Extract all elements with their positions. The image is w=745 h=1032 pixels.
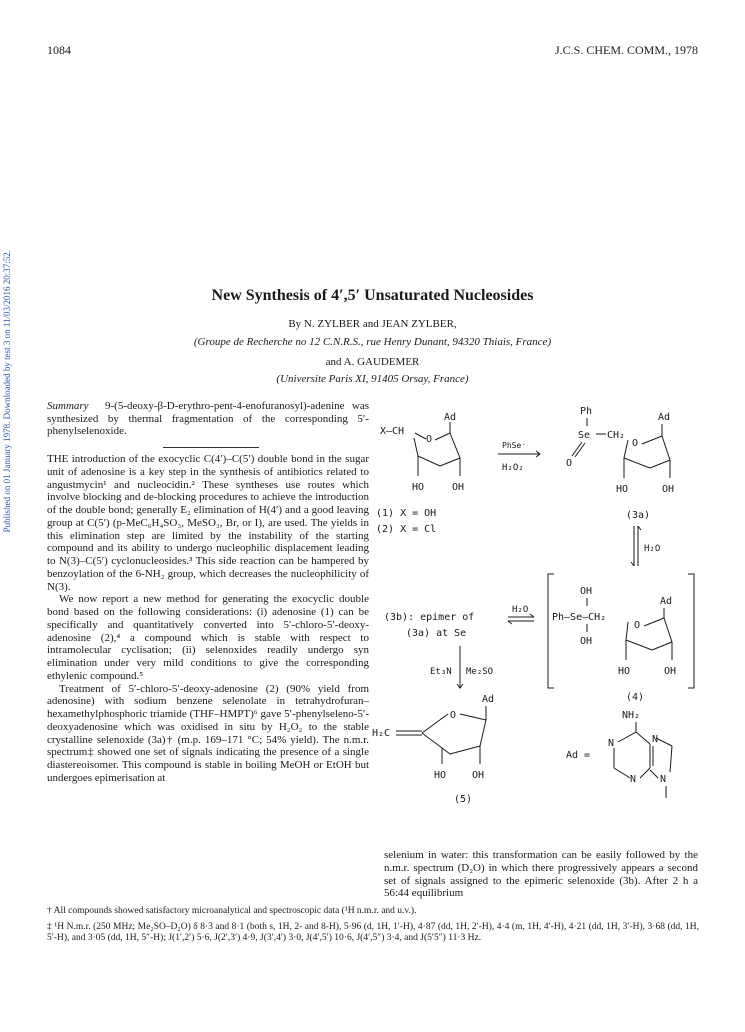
- ho-label-3a: HO: [616, 484, 629, 495]
- n7-label: N: [652, 734, 659, 745]
- arrow-to-3a: [498, 441, 540, 473]
- journal-header: J.C.S. CHEM. COMM., 1978: [554, 43, 698, 57]
- summary-label: Summary: [47, 400, 89, 412]
- ch2-label: CH₂: [607, 430, 626, 441]
- h2o2-reagent: H₂O₂: [502, 463, 524, 473]
- paragraph-treatment: Treatment of 5′-chloro-5′-deoxy-adenosine (2) (90% yield from adenosine) with sodium benzene selenolate in tetrahydrofuran–hexamethylphosphoric triamide (THF–HMPT)⁶ gave 5′-phenylseleno-5′-deoxyadenosine which was oxidised in situ by H₂O₂ to the stable crystalline selenoxide (3a)† (m.p. 169–171 °C; 54% yield). The n.m.r. spectrum‡ showed one set of signals indicating the presence of a single diastereoisomer. This compound is stable in boiling MeOH or EtOH but undergoes epimerisation at: [47, 682, 369, 784]
- oh-label-3a: OH: [662, 484, 675, 495]
- ho-label: HO: [412, 482, 425, 493]
- page-number: 1084: [47, 43, 71, 57]
- phse-reagent: PhSe⁻: [502, 441, 527, 450]
- selenoxide-oxygen: O: [566, 458, 573, 469]
- et3n-reagent: Et₃N: [430, 667, 452, 677]
- oh-bottom-4: OH: [580, 636, 593, 647]
- paragraph-method: We now report a new method for generating the exocyclic double bond based on the following considerations: (i) adenosine (1) can be specifically and quantitatively converted into 5′-chloro-5′-deoxy-adenosine (2),⁴ a compound which is stable with respect to intramolecular cyclisation; (ii) selenoxides readily undergo syn elimination under very mild conditions to give the corresponding ethylenic compound.⁵: [47, 593, 369, 682]
- ring-oxygen-4: O: [634, 620, 641, 631]
- ad-label-3a: Ad: [658, 412, 671, 423]
- compound-2-caption: (2) X = Cl: [376, 524, 437, 535]
- hydration-equilibrium: [631, 526, 660, 566]
- ring-oxygen-5: O: [450, 710, 457, 721]
- n9-label: N: [660, 774, 667, 785]
- compound-3a-caption: (3a): [626, 510, 651, 521]
- oh-top-4: OH: [580, 586, 593, 597]
- ad-label-4: Ad: [660, 596, 673, 607]
- h2c-label: H₂C: [372, 728, 391, 739]
- authors-line-1: By N. ZYLBER and JEAN ZYLBER,: [288, 318, 457, 330]
- ad-label-5: Ad: [482, 694, 495, 705]
- phse-ch2-4: Ph–Se–CH₂: [552, 612, 607, 623]
- footnote-nmr: ‡ ¹H N.m.r. (250 MHz; Me₂SO–D₂O) δ 8·3 and 8·1 (both s, 1H, 2- and 8-H), 5·96 (d, 1H, 1′-H), 4·87 (dd, 1H, 2′-H), 4·4 (m, 1H, 4′-H), 4·21 (dd, 1H, 3′-H), 3·68 (dd, 1H, 5′-H), and 3·05 (dd, 1H, 5″-H); J(1′,2′) 5·6, J(2′,3′) 4·9, J(3′,4′) 3·0, J(4′,5′) 10·6, J(4′,5″) 3·4, and J(5′5″) 11·3 Hz.: [47, 922, 699, 944]
- ho-label-5: HO: [434, 770, 447, 781]
- n1-label: N: [608, 738, 615, 749]
- me2so-reagent: Me₂SO: [466, 667, 494, 677]
- summary: [47, 400, 369, 438]
- summary-text: 9-(5-deoxy-β-D-erythro-pent-4-enofuranosyl)-adenine was synthesized by thermal fragmentation of the corresponding 5′-phenylselenoxide.: [47, 400, 369, 438]
- arrow-to-5: [430, 646, 493, 688]
- compound-1-caption: (1) X = OH: [376, 508, 437, 519]
- authors-line-2: and A. GAUDEMER: [325, 356, 420, 368]
- ph-label: Ph: [580, 406, 593, 417]
- epimer-3b-line2: (3a) at Se: [406, 628, 467, 639]
- ho-label-4: HO: [618, 666, 631, 677]
- right-column: selenium in water: this transformation can be easily followed by the n.m.r. spectrum (D₂O) in which there progressively appears a second set of signals assigned to the epimeric selenoxide (3b). After 2 h a 56:44 equilibrium: [384, 849, 698, 900]
- epimer-3b-label: [384, 605, 534, 639]
- compound-5-caption: (5): [454, 794, 473, 805]
- reaction-scheme: [370, 398, 700, 843]
- download-notice-text: Published on 01 January 1978. Downloaded by test 3 on 11/03/2016 20:37:52.: [2, 250, 12, 533]
- ring-oxygen-label: O: [426, 434, 433, 445]
- se-label: Se: [578, 430, 591, 441]
- compound-1-2-structure: [376, 412, 464, 535]
- oh-label-4: OH: [664, 666, 677, 677]
- compound-4-caption: (4): [626, 692, 645, 703]
- footnote-dagger: † All compounds showed satisfactory microanalytical and spectroscopic data (¹H n.m.r. and u.v.).: [47, 906, 417, 916]
- summary-divider: [163, 447, 259, 448]
- affiliation-2: (Universite Paris XI, 91405 Orsay, France): [276, 373, 469, 385]
- compound-4-structure: [548, 574, 694, 703]
- oh-label: OH: [452, 482, 465, 493]
- ad-equals-label: Ad =: [566, 750, 591, 761]
- paragraph-intro: THE introduction of the exocyclic C(4′)–C(5′) double bond in the sugar unit of adenosine is a key step in the synthesis of antibiotics related to angustmycin¹ and nucleocidin.² These syntheses use routes which involve blocking and de-blocking procedures to achieve the introduction of the double bond; generally E₂ elimination of H(4′) and a good leaving group at C(5′) (p-MeC₆H₄SO₃, MeSO₃, Br, or I), are used. The yields in this elimination step are limited by the instability of the starting compound and its ability to undergo nucleophilic displacement leading to N(3)–C(5′) cyclonucleosides.³ This side reaction can be hampered by benzoylation of the 6-NH₂ group, which decreases the nucleophilicity of N(3).: [47, 453, 369, 593]
- left-column: [47, 453, 369, 785]
- h2o-reagent-2: H₂O: [512, 605, 529, 615]
- n3-label: N: [630, 774, 637, 785]
- h2o-reagent: H₂O: [644, 544, 661, 554]
- ring-oxygen-3a: O: [632, 438, 639, 449]
- affiliation-1: (Groupe de Recherche no 12 C.N.R.S., rue Henry Dunant, 94320 Thiais, France): [193, 336, 552, 348]
- epimer-3b-line1: (3b): epimer of: [384, 612, 475, 623]
- nh2-label: NH₂: [622, 710, 641, 721]
- oh-label-5: OH: [472, 770, 485, 781]
- compound-3a-structure: [566, 406, 674, 521]
- article-title: New Synthesis of 4′,5′ Unsaturated Nucleosides: [211, 287, 534, 304]
- compound-5-structure: [372, 694, 494, 805]
- xch2-label: X–CH: [380, 426, 405, 437]
- download-notice: [2, 250, 18, 630]
- adenine-definition: [566, 710, 672, 798]
- ad-label: Ad: [444, 412, 457, 423]
